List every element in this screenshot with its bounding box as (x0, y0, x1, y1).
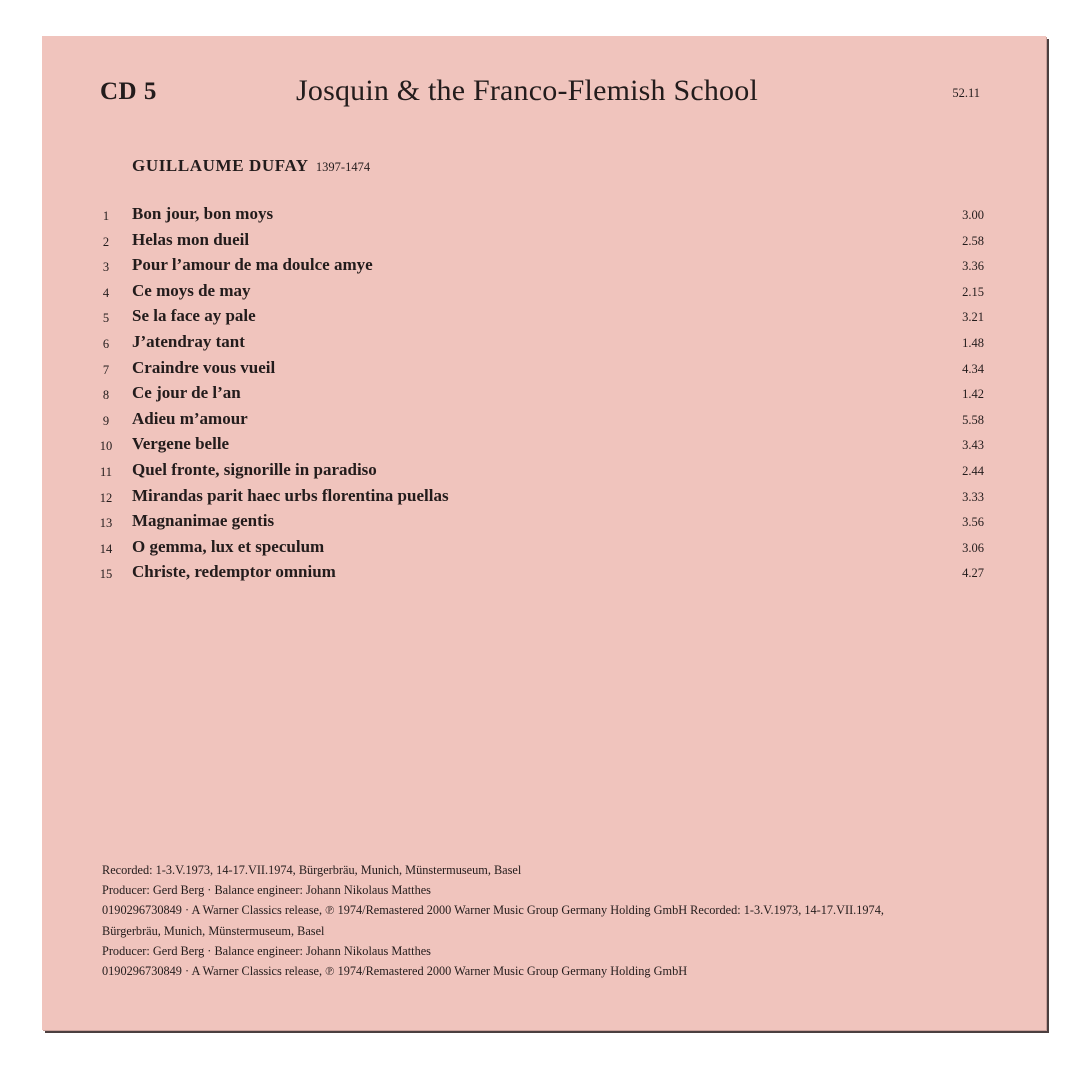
track-title: Se la face ay pale (132, 306, 256, 326)
track-row (98, 511, 984, 537)
track-duration: 1.48 (962, 335, 984, 350)
track-number: 12 (99, 490, 113, 505)
track-number: 6 (102, 336, 110, 351)
track-number: 11 (99, 464, 113, 479)
track-duration: 2.15 (962, 284, 984, 299)
track-duration: 3.33 (962, 489, 984, 504)
track-row (98, 204, 984, 230)
track-title: J’atendray tant (132, 331, 245, 351)
track-row (98, 281, 984, 307)
composer-name: GUILLAUME DUFAY (132, 156, 309, 175)
track-row (98, 383, 984, 409)
recording-credits (102, 860, 982, 981)
track-duration: 5.58 (962, 412, 984, 427)
credit-line: Producer: Gerd Berg · Balance engineer: Johann Nikolaus Matthes (102, 883, 431, 898)
track-row (98, 486, 984, 512)
track-number: 2 (102, 234, 110, 249)
track-title: Ce jour de l’an (132, 383, 241, 403)
track-duration: 4.27 (962, 566, 984, 581)
track-title: Craindre vous vueil (132, 357, 276, 377)
track-number: 4 (102, 285, 110, 300)
credit-line: 0190296730849 · A Warner Classics release, ℗ 1974/Remastered 2000 Warner Music Group Germany Holding GmbH Recorded: 1-3.V.1973, 14-17.VII.1974, (102, 903, 884, 918)
track-row (98, 562, 984, 588)
track-number: 1 (102, 209, 110, 223)
track-title: Vergene belle (132, 434, 230, 454)
track-row (98, 306, 984, 332)
track-row (98, 434, 984, 460)
track-row (98, 255, 984, 281)
track-row (98, 332, 984, 358)
track-title: Quel fronte, signorille in paradiso (132, 459, 377, 479)
track-title: Bon jour, bon moys (132, 204, 274, 223)
composer-heading (132, 156, 370, 176)
track-number: 14 (99, 541, 113, 556)
track-duration: 1.42 (962, 387, 984, 402)
track-duration: 3.56 (962, 515, 984, 530)
total-time: 52.11 (952, 86, 980, 100)
track-title: Magnanimae gentis (132, 511, 275, 531)
album-title: Josquin & the Franco-Flemish School (296, 74, 758, 107)
track-title: Pour l’amour de ma doulce amye (132, 255, 373, 275)
track-duration: 2.44 (962, 463, 984, 478)
credit-line: Bürgerbräu, Munich, Münstermuseum, Basel (102, 923, 325, 938)
track-duration: 3.00 (962, 208, 984, 222)
track-number: 13 (99, 516, 113, 531)
track-number: 15 (99, 567, 113, 582)
credit-line: Producer: Gerd Berg · Balance engineer: Johann Nikolaus Matthes (102, 943, 431, 958)
track-duration: 2.58 (962, 233, 984, 248)
track-list (98, 204, 984, 588)
track-number: 5 (102, 311, 110, 326)
track-row (98, 230, 984, 256)
track-title: Christe, redemptor omnium (132, 562, 336, 582)
track-duration: 4.34 (962, 361, 984, 376)
credit-line: Recorded: 1-3.V.1973, 14-17.VII.1974, Bürgerbräu, Munich, Münstermuseum, Basel (102, 863, 522, 877)
track-duration: 3.21 (962, 310, 984, 325)
cd-label: CD 5 (100, 78, 157, 105)
track-row (98, 358, 984, 384)
track-title: Adieu m’amour (132, 408, 248, 428)
track-title: Mirandas parit haec urbs florentina puellas (132, 485, 449, 505)
track-number: 10 (99, 439, 113, 454)
track-row (98, 537, 984, 563)
track-number: 3 (102, 260, 110, 275)
track-title: Helas mon dueil (132, 229, 250, 249)
track-row (98, 460, 984, 486)
credit-line: 0190296730849 · A Warner Classics release, ℗ 1974/Remastered 2000 Warner Music Group Germany Holding GmbH (102, 964, 688, 979)
track-row (98, 409, 984, 435)
track-duration: 3.43 (962, 438, 984, 453)
track-number: 7 (102, 362, 110, 377)
track-duration: 3.06 (962, 540, 984, 555)
track-number: 8 (102, 388, 110, 403)
booklet-page (42, 36, 1046, 1030)
track-title: O gemma, lux et speculum (132, 536, 325, 556)
track-duration: 3.36 (962, 259, 984, 274)
composer-dates: 1397-1474 (315, 160, 371, 174)
track-number: 9 (102, 413, 110, 428)
track-title: Ce moys de may (132, 280, 251, 300)
